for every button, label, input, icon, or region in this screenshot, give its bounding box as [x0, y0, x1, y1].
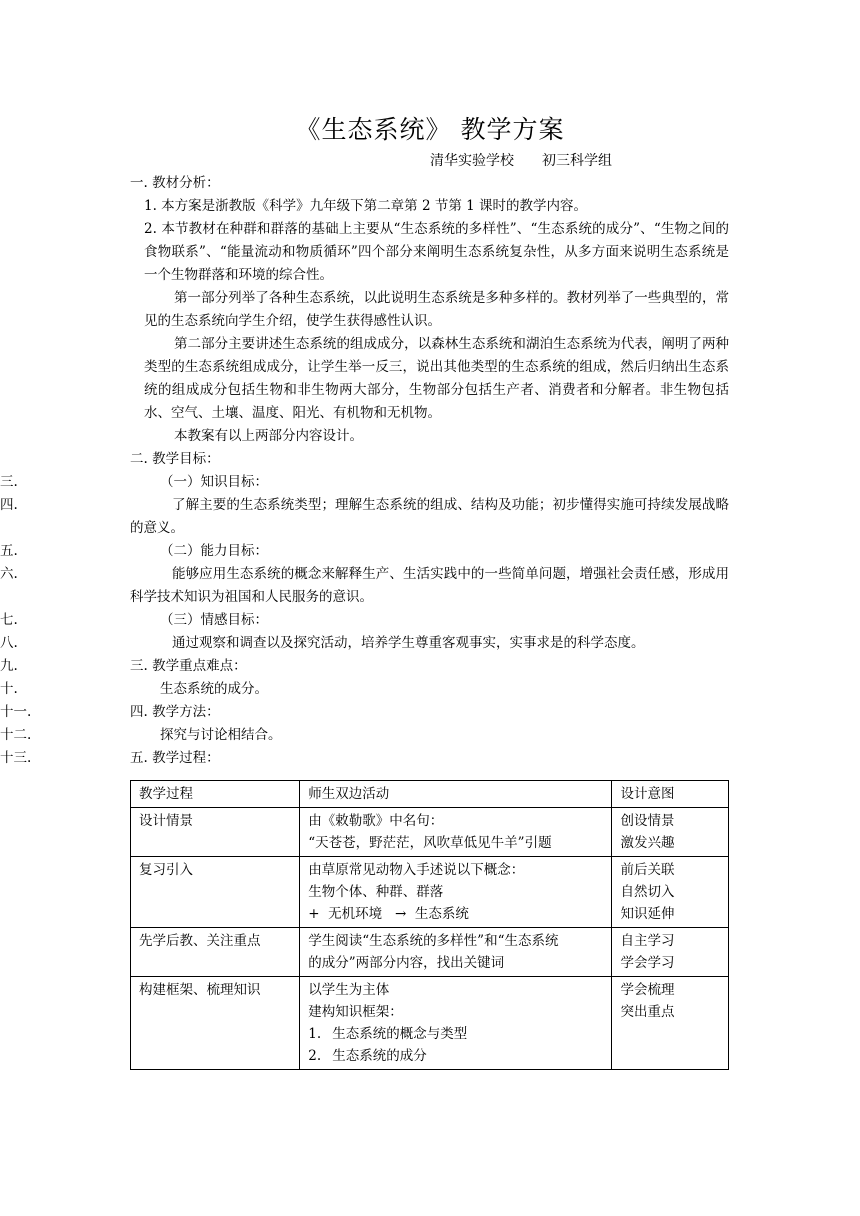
list-number: 三.: [0, 474, 18, 490]
section-heading: 五. 教学过程：: [130, 750, 220, 766]
subheading: （二）能力目标：: [160, 543, 268, 559]
list-item-number: 2.: [308, 1048, 322, 1064]
paragraph: 了解主要的生态系统类型；理解生态系统的组成、结构及功能；初步懂得实施可持续发展战略的意义。: [130, 497, 729, 536]
list-number: 十二.: [0, 727, 32, 743]
list-number: 六.: [0, 566, 18, 582]
section-heading: 一. 教材分析：: [130, 175, 220, 191]
table-cell-activity: [300, 857, 612, 928]
intent-line: 学会梳理: [620, 982, 675, 998]
activity-line: 生物个体、种群、群落: [308, 884, 444, 900]
table-cell-intent: [612, 928, 729, 977]
activity-line: 以学生为主体: [308, 982, 390, 998]
table-cell-step: 设计情景: [131, 808, 300, 857]
activity-list-item: [308, 1045, 603, 1067]
intent-line: 突出重点: [620, 1004, 675, 1020]
list-item-text: 生态系统的概念与类型: [332, 1026, 468, 1042]
section-heading: 二. 教学目标：: [130, 451, 220, 467]
intent-line: 自然切入: [620, 884, 675, 900]
page-title: 《生态系统》 教学方案: [295, 115, 565, 144]
list-item-text: 生态系统的成分: [332, 1048, 427, 1064]
intent-line: 学会学习: [620, 955, 675, 971]
table-cell-step: 构建框架、梳理知识: [131, 977, 300, 1070]
paragraph: 本教案有以上两部分内容设计。: [174, 428, 363, 444]
activity-line: “天苍苍，野茫茫，风吹草低见牛羊”引题: [308, 835, 552, 851]
section-heading: 三. 教学重点难点：: [130, 658, 247, 674]
activity-line: 由《敕勒歌》中名句：: [308, 813, 444, 829]
paragraph: 生态系统的成分。: [160, 681, 268, 697]
list-number: 九.: [0, 658, 18, 674]
activity-line: + 无机环境 → 生态系统: [308, 906, 469, 922]
paragraph: 2. 本节教材在种群和群落的基础上主要从“生态系统的多样性”、“生态系统的成分”、“生物之间的食物联系”、“能量流动和物质循环”四个部分来阐明生态系统复杂性，从多方面来说明生态系统是一个生物群落和环境的综合性。: [144, 221, 729, 283]
activity-line: 学生阅读“生态系统的多样性”和“生态系统: [308, 933, 559, 949]
subheading: （一）知识目标：: [160, 474, 268, 490]
paragraph: 1. 本方案是浙教版《科学》九年级下第二章第 2 节第 1 课时的教学内容。: [144, 198, 588, 214]
intent-line: 创设情景: [620, 813, 675, 829]
table-cell-activity: [300, 977, 612, 1070]
section-heading: 四. 教学方法：: [130, 704, 220, 720]
table-row: [131, 928, 729, 977]
list-number: 十三.: [0, 750, 32, 766]
list-number: 七.: [0, 612, 18, 628]
paragraph: 通过观察和调查以及探究活动，培养学生尊重客观事实，实事求是的科学态度。: [172, 635, 645, 651]
table-cell-step: 先学后教、关注重点: [131, 928, 300, 977]
table-cell-intent: [612, 857, 729, 928]
intent-line: 自主学习: [620, 933, 675, 949]
intent-line: 激发兴趣: [620, 835, 675, 851]
table-cell-activity: [300, 808, 612, 857]
paragraph: 探究与讨论相结合。: [160, 727, 282, 743]
table-cell-intent: [612, 808, 729, 857]
list-item-number: 1.: [308, 1026, 322, 1042]
table-cell-activity: [300, 928, 612, 977]
table-row: [131, 808, 729, 857]
table-header-cell: 师生双边活动: [300, 781, 612, 808]
subheading: （三）情感目标：: [160, 612, 268, 628]
table-cell-step: 复习引入: [131, 857, 300, 928]
activity-list-item: [308, 1023, 603, 1045]
author-line: 清华实验学校 初三科学组: [430, 153, 612, 169]
process-table: [130, 780, 729, 1070]
list-number: 五.: [0, 543, 18, 559]
activity-line: 由草原常见动物入手述说以下概念：: [308, 862, 525, 878]
table-header-cell: 教学过程: [131, 781, 300, 808]
table-cell-intent: [612, 977, 729, 1070]
list-number: 十.: [0, 681, 18, 697]
activity-line: 的成分”两部分内容，找出关键词: [308, 955, 505, 971]
intent-line: 前后关联: [620, 862, 675, 878]
table-row: [131, 977, 729, 1070]
paragraph: 第一部分列举了各种生态系统，以此说明生态系统是多种多样的。教材列举了一些典型的，常见的生态系统向学生介绍，使学生获得感性认识。: [144, 290, 729, 329]
list-number: 十一.: [0, 704, 32, 720]
list-number: 八.: [0, 635, 18, 651]
table-header-row: [131, 781, 729, 808]
paragraph: 第二部分主要讲述生态系统的组成成分，以森林生态系统和湖泊生态系统为代表，阐明了两种类型的生态系统组成成分，让学生举一反三，说出其他类型的生态系统的组成，然后归纳出生态系统的组成成分包括生物和非生物两大部分，生物部分包括生产者、消费者和分解者。非生物包括水、空气、土壤、温度、阳光、有机物和无机物。: [144, 336, 729, 421]
intent-line: 知识延伸: [620, 906, 675, 922]
table-header-cell: 设计意图: [612, 781, 729, 808]
table-row: [131, 857, 729, 928]
activity-line: 建构知识框架：: [308, 1004, 403, 1020]
paragraph: 能够应用生态系统的概念来解释生产、生活实践中的一些简单问题，增强社会责任感，形成用科学技术知识为祖国和人民服务的意识。: [130, 566, 729, 605]
list-number: 四.: [0, 497, 18, 513]
